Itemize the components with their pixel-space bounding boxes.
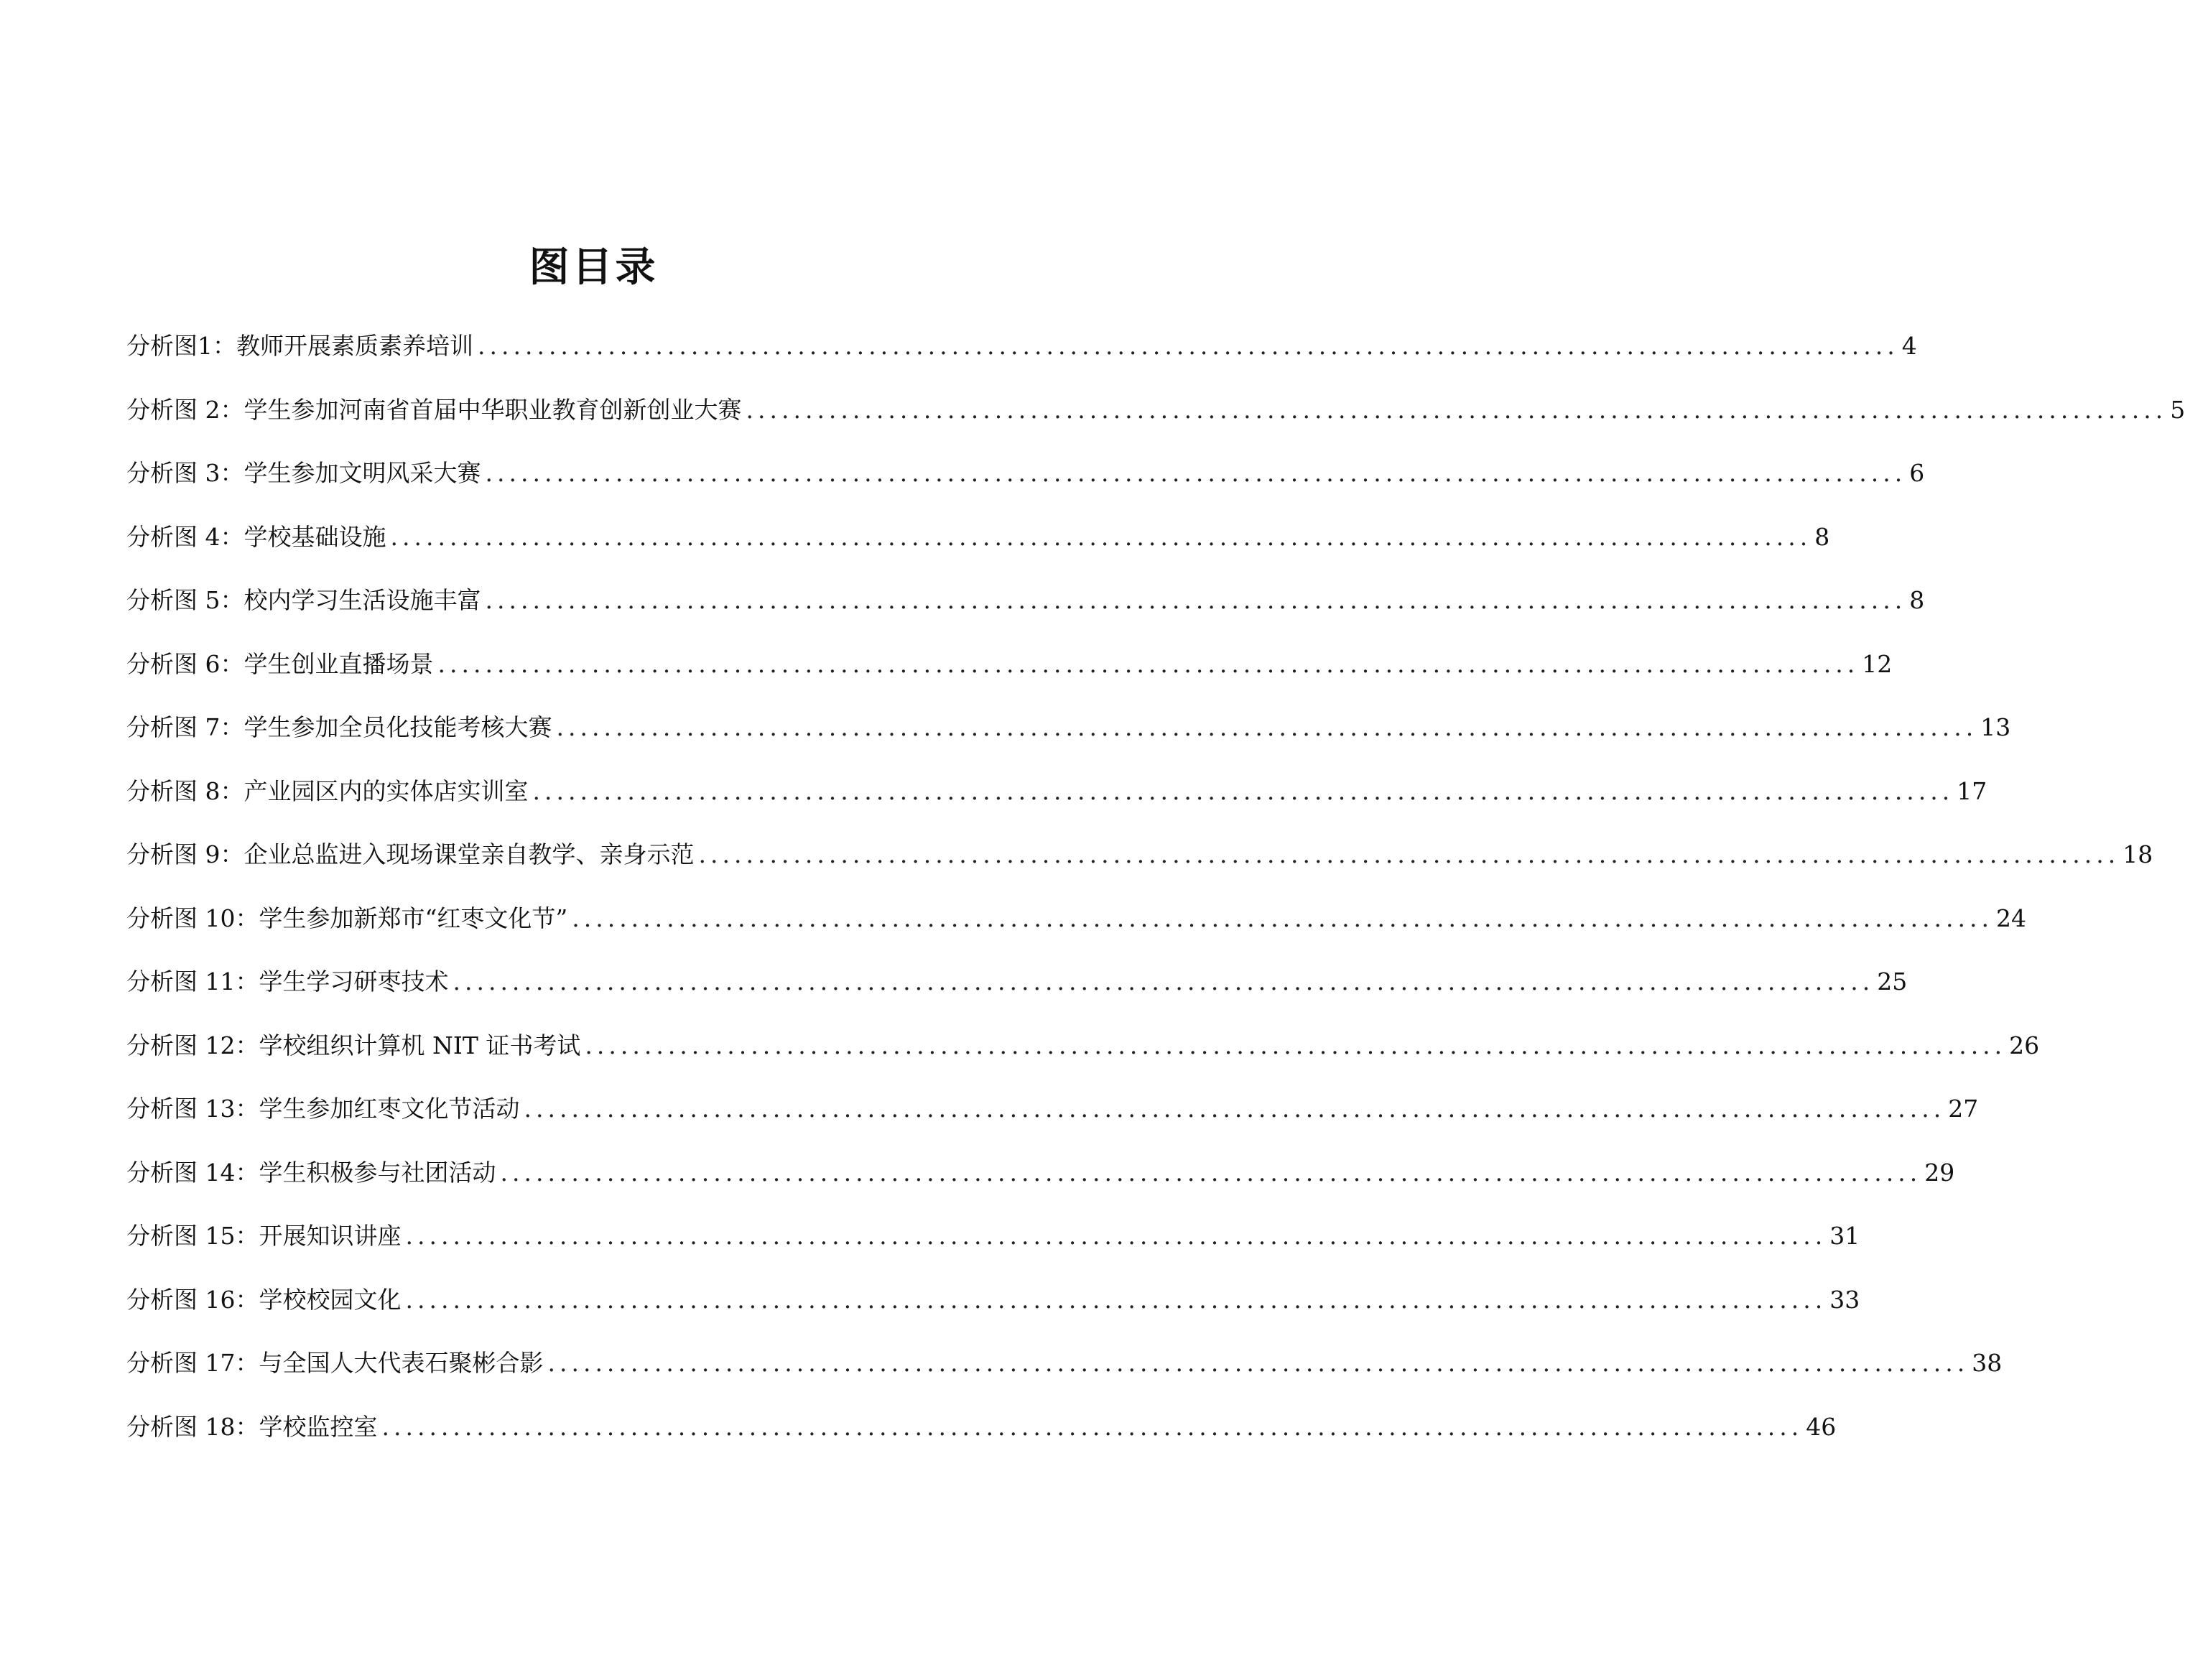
toc-dot-leader: ........................................................................................................................ (405, 1285, 1827, 1314)
toc-entry-label: 分析图 8： (126, 776, 244, 805)
toc-dot-leader: ........................................................................................................................ (453, 967, 1875, 996)
toc-entry-label: 分析图 13： (126, 1095, 259, 1123)
toc-entry[interactable] (126, 1151, 1955, 1215)
toc-entry-caption: 学生创业直播场景 (243, 649, 434, 678)
toc-entry-label: 分析图1： (126, 332, 236, 360)
toc-entry-page: 29 (1924, 1158, 1955, 1187)
toc-entry-label: 分析图 4： (126, 522, 244, 551)
toc-entry[interactable] (126, 1278, 1860, 1342)
toc-entry[interactable] (126, 706, 2011, 770)
toc-entry[interactable] (126, 1087, 1979, 1151)
toc-entry[interactable] (126, 1024, 2040, 1088)
toc-entry-caption: 学生学习研枣技术 (259, 967, 449, 996)
toc-entry[interactable] (126, 1215, 1860, 1278)
toc-entry-page: 8 (1814, 522, 1830, 551)
toc-entry-page: 31 (1829, 1222, 1860, 1250)
toc-entry-caption: 校内学习生活设施丰富 (243, 586, 481, 614)
toc-entry[interactable] (126, 452, 1925, 516)
toc-entry-caption: 教师开展素质素养培训 (236, 332, 473, 360)
toc-entry[interactable] (126, 389, 2185, 453)
toc-dot-leader: ........................................................................................................................ (390, 522, 1812, 551)
toc-entry-caption: 学校组织计算机 NIT 证书考试 (259, 1031, 581, 1059)
toc-entry-caption: 学生参加红枣文化节活动 (259, 1095, 520, 1123)
toc-dot-leader: ........................................................................................................................ (585, 1031, 2007, 1059)
toc-entry-caption: 学校监控室 (259, 1412, 378, 1441)
toc-entry-page: 33 (1829, 1285, 1860, 1314)
toc-dot-leader: ........................................................................................................................ (437, 649, 1860, 678)
toc-entry-page: 38 (1972, 1349, 2003, 1377)
toc-entry-label: 分析图 6： (126, 649, 244, 678)
toc-entry-page: 17 (1957, 776, 1987, 805)
toc-entry[interactable] (126, 579, 1925, 643)
toc-entry-page: 6 (1909, 459, 1925, 487)
toc-dot-leader: ........................................................................................................................ (485, 459, 1907, 487)
figure-toc-list (126, 325, 2185, 1469)
toc-entry-label: 分析图 2： (126, 395, 244, 424)
toc-entry-label: 分析图 16： (126, 1285, 259, 1314)
toc-entry-page: 13 (1980, 713, 2011, 741)
toc-entry-label: 分析图 11： (126, 967, 259, 996)
toc-entry-label: 分析图 17： (126, 1349, 259, 1377)
toc-entry[interactable] (126, 643, 1893, 707)
toc-entry-caption: 学校基础设施 (243, 522, 386, 551)
toc-entry-label: 分析图 10： (126, 904, 259, 932)
toc-entry-page: 46 (1806, 1412, 1837, 1441)
toc-entry[interactable] (126, 516, 1830, 580)
toc-entry-caption: 学生参加河南省首届中华职业教育创新创业大赛 (243, 395, 742, 424)
toc-entry-label: 分析图 14： (126, 1158, 259, 1187)
toc-entry-page: 18 (2123, 840, 2153, 868)
toc-entry[interactable] (126, 1342, 2003, 1406)
toc-entry-label: 分析图 3： (126, 459, 244, 487)
toc-entry-caption: 学校校园文化 (259, 1285, 402, 1314)
page-title: 图目录 (529, 243, 659, 291)
toc-entry-caption: 企业总监进入现场课堂亲自教学、亲身示范 (243, 840, 695, 868)
toc-entry-page: 4 (1901, 332, 1917, 360)
toc-entry-caption: 开展知识讲座 (259, 1222, 402, 1250)
toc-dot-leader: ........................................................................................................................ (547, 1349, 1970, 1377)
toc-dot-leader: ........................................................................................................................ (698, 840, 2120, 868)
toc-dot-leader: ........................................................................................................................ (485, 586, 1907, 614)
toc-dot-leader: ........................................................................................................................ (524, 1095, 1946, 1123)
toc-entry[interactable] (126, 325, 1917, 389)
toc-entry-page: 24 (1996, 904, 2027, 932)
toc-entry-page: 26 (2009, 1031, 2040, 1059)
toc-entry-caption: 产业园区内的实体店实训室 (243, 776, 529, 805)
toc-dot-leader: ........................................................................................................................ (500, 1158, 1922, 1187)
toc-dot-leader: ........................................................................................................................ (532, 776, 1954, 805)
toc-dot-leader: ........................................................................................................................ (405, 1222, 1827, 1250)
toc-entry-page: 5 (2170, 395, 2185, 424)
toc-entry-label: 分析图 18： (126, 1412, 259, 1441)
toc-entry[interactable] (126, 897, 2027, 961)
toc-entry[interactable] (126, 1406, 1837, 1470)
toc-entry-label: 分析图 12： (126, 1031, 259, 1059)
toc-entry-caption: 学生积极参与社团活动 (259, 1158, 496, 1187)
toc-entry[interactable] (126, 960, 1908, 1024)
toc-dot-leader: ........................................................................................................................ (572, 904, 1994, 932)
toc-dot-leader: ........................................................................................................................ (381, 1412, 1804, 1441)
toc-entry-page: 12 (1862, 649, 1893, 678)
toc-entry-page: 8 (1909, 586, 1925, 614)
toc-dot-leader: ........................................................................................................................ (746, 395, 2168, 424)
toc-entry-label: 分析图 5： (126, 586, 244, 614)
toc-entry[interactable] (126, 770, 1987, 834)
toc-dot-leader: ........................................................................................................................ (556, 713, 1978, 741)
toc-entry-label: 分析图 15： (126, 1222, 259, 1250)
toc-entry-label: 分析图 9： (126, 840, 244, 868)
toc-entry-caption: 学生参加新郑市“红枣文化节” (259, 904, 568, 932)
toc-entry-label: 分析图 7： (126, 713, 244, 741)
toc-dot-leader: ........................................................................................................................ (478, 332, 1899, 360)
toc-entry-caption: 学生参加文明风采大赛 (243, 459, 481, 487)
toc-entry-caption: 与全国人大代表石聚彬合影 (259, 1349, 544, 1377)
toc-entry-page: 25 (1877, 967, 1908, 996)
toc-entry-caption: 学生参加全员化技能考核大赛 (243, 713, 552, 741)
toc-entry-page: 27 (1948, 1095, 1979, 1123)
toc-entry[interactable] (126, 833, 2153, 897)
